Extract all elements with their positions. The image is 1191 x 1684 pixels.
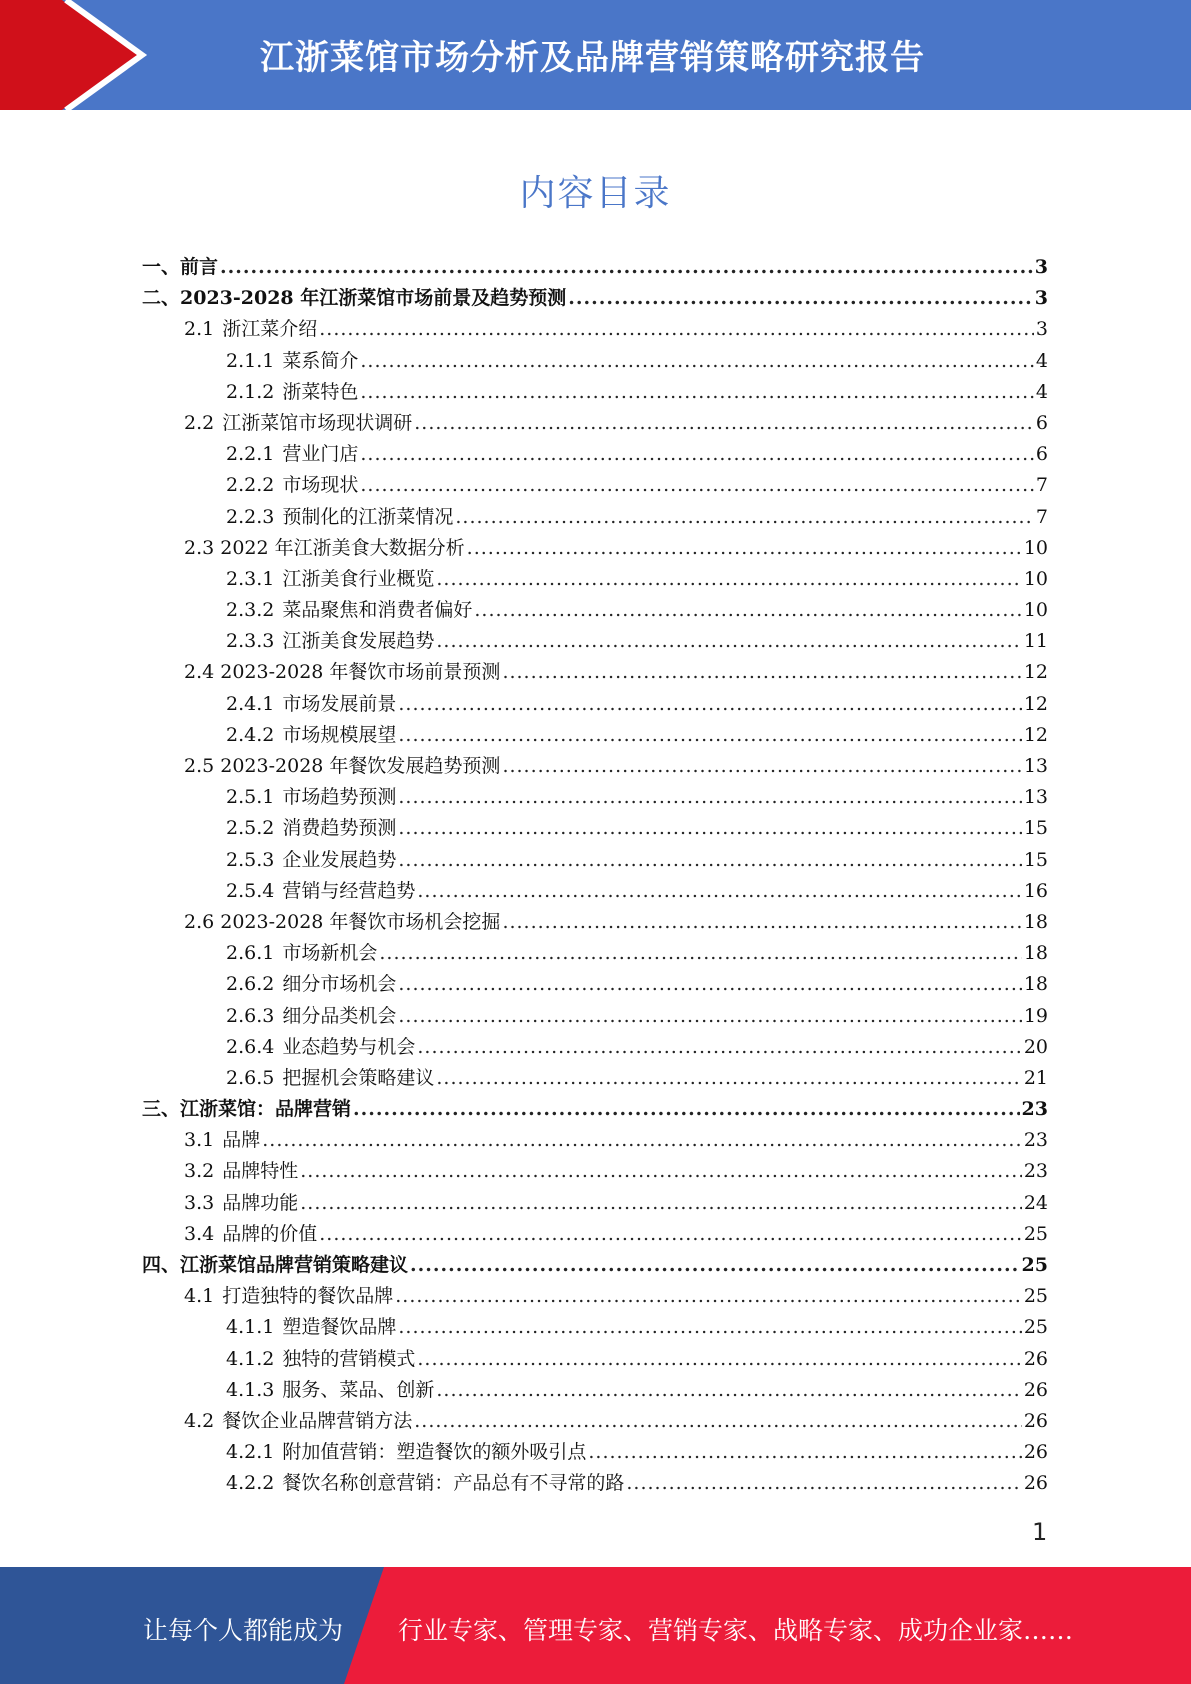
toc-dot-leader: [360, 470, 1034, 501]
report-title: 江浙菜馆市场分析及品牌营销策略研究报告: [260, 38, 925, 78]
toc-entry-page: 10: [1023, 567, 1048, 590]
toc-entry-page: 25: [1023, 1285, 1048, 1308]
toc-dot-leader: [360, 377, 1034, 408]
toc-dot-leader: [300, 1188, 1022, 1219]
footer-slogan-left: 让每个人都能成为: [143, 1616, 344, 1645]
toc-entry-number: 2.1.1: [226, 349, 275, 372]
toc-entry-page: 26: [1023, 1409, 1048, 1432]
toc-entry[interactable]: [142, 1468, 1048, 1499]
toc-entry-page: 26: [1023, 1441, 1048, 1464]
toc-entry-number: 2.3.2: [226, 599, 275, 622]
toc-entry-page: 12: [1023, 723, 1048, 746]
toc-entry[interactable]: [142, 314, 1048, 345]
toc-entry-number: 2.3.1: [226, 567, 275, 590]
toc-dot-leader: [436, 1063, 1021, 1094]
toc-entry-page: 3: [1034, 256, 1048, 278]
toc-entry-number: 2.4.1: [226, 692, 275, 715]
toc-dot-leader: [436, 626, 1021, 657]
toc-entry-number: 2.1: [184, 318, 215, 341]
toc-dot-leader: [319, 314, 1034, 345]
toc-entry[interactable]: [142, 377, 1048, 408]
toc-entry[interactable]: [142, 1437, 1048, 1468]
toc-entry-page: 4: [1035, 380, 1048, 403]
toc-dot-leader: [398, 720, 1021, 751]
toc-dot-leader: [417, 1344, 1021, 1375]
toc-dot-leader: [467, 533, 1022, 564]
toc-entry-title: 浙江菜介绍: [222, 318, 318, 341]
toc-entry-title: 市场发展前景: [282, 692, 397, 715]
toc-entry[interactable]: [142, 1063, 1048, 1094]
toc-entry-page: 3: [1034, 287, 1048, 310]
toc-entry-title: 菜品聚焦和消费者偏好: [282, 599, 473, 622]
toc-entry[interactable]: [142, 564, 1048, 595]
toc-entry-number: 2.5.2: [226, 817, 275, 840]
toc-entry-title: 业态趋势与机会: [282, 1035, 416, 1058]
toc-entry-number: 4.2.2: [226, 1472, 275, 1495]
toc-entry-number: 3.4: [184, 1222, 215, 1245]
header-arrow-decoration: [0, 0, 160, 110]
footer-slogan-right: 行业专家、管理专家、营销专家、战略专家、成功企业家……: [398, 1616, 1074, 1645]
toc-entry[interactable]: [142, 626, 1048, 657]
toc-dot-leader: [262, 1125, 1022, 1156]
toc-entry-title: 餐饮名称创意营销：产品总有不寻常的路: [282, 1472, 625, 1495]
toc-entry-title: 江浙美食行业概览: [282, 567, 435, 590]
toc-entry[interactable]: [142, 1312, 1048, 1343]
toc-entry[interactable]: [142, 1188, 1048, 1219]
toc-entry-number: 2.5.4: [226, 879, 275, 902]
toc-entry[interactable]: [142, 346, 1048, 377]
toc-entry-title: 营业门店: [282, 443, 359, 466]
toc-entry-page: 23: [1023, 1129, 1048, 1152]
toc-entry-title: 四、江浙菜馆品牌营销策略建议: [142, 1254, 409, 1276]
toc-entry-title: 市场新机会: [282, 942, 378, 965]
toc-entry-page: 6: [1035, 411, 1048, 434]
toc-entry-title: 打造独特的餐饮品牌: [222, 1285, 394, 1308]
toc-entry-number: 4.1.3: [226, 1378, 275, 1401]
toc-entry[interactable]: [142, 1032, 1048, 1063]
toc-dot-leader: [588, 1437, 1021, 1468]
toc-dot-leader: [360, 439, 1034, 470]
toc-entry-page: 24: [1023, 1191, 1048, 1214]
toc-entry-title: 品牌: [222, 1129, 261, 1152]
toc-entry-page: 18: [1023, 942, 1048, 965]
toc-dot-leader: [436, 1375, 1021, 1406]
toc-dot-leader: [398, 1001, 1021, 1032]
toc-dot-leader: [414, 1406, 1022, 1437]
toc-entry-title: 附加值营销：塑造餐饮的额外吸引点: [282, 1441, 587, 1464]
toc-entry[interactable]: [142, 408, 1048, 439]
toc-dot-leader: [300, 1156, 1022, 1187]
toc-entry-page: 21: [1023, 1066, 1048, 1089]
toc-dot-leader: [502, 907, 1021, 938]
toc-entry-page: 10: [1023, 536, 1048, 559]
toc-entry-page: 25: [1023, 1222, 1048, 1245]
toc-entry-number: 2.4.2: [226, 723, 275, 746]
toc-entry-title: 塑造餐饮品牌: [282, 1316, 397, 1339]
toc-entry-number: 3.3: [184, 1191, 215, 1214]
toc-entry[interactable]: [142, 1375, 1048, 1406]
toc-entry-number: 2.2.2: [226, 474, 275, 497]
toc-entry-page: 13: [1023, 786, 1048, 809]
toc-entry-number: 2.6.4: [226, 1035, 275, 1058]
toc-entry-title: 细分市场机会: [282, 973, 397, 996]
toc-entry[interactable]: [142, 502, 1048, 533]
toc-dot-leader: [360, 346, 1034, 377]
toc-dot-leader: [455, 502, 1034, 533]
toc-entry-title: 品牌特性: [222, 1160, 299, 1183]
toc-entry-number: 2.5.1: [226, 786, 275, 809]
toc-entry-title: 二、2023-2028 年江浙菜馆市场前景及趋势预测: [142, 287, 567, 310]
toc-entry[interactable]: [142, 751, 1048, 782]
toc-dot-leader: [417, 876, 1021, 907]
toc-entry-number: 4.2.1: [226, 1441, 275, 1464]
toc-entry-title: 餐饮企业品牌营销方法: [222, 1409, 413, 1432]
toc-dot-leader: [502, 657, 1021, 688]
toc-entry-number: 2.6.2: [226, 973, 275, 996]
toc-entry[interactable]: [142, 782, 1048, 813]
toc-entry[interactable]: [142, 1125, 1048, 1156]
toc-entry[interactable]: [142, 876, 1048, 907]
toc-entry[interactable]: [142, 813, 1048, 844]
toc-dot-leader: [379, 938, 1021, 969]
toc-entry-page: 16: [1023, 879, 1048, 902]
toc-entry-number: 2.6.5: [226, 1066, 275, 1089]
toc-entry-page: 18: [1023, 910, 1048, 933]
toc-entry-number: 3.1: [184, 1129, 215, 1152]
toc-entry-title: 浙菜特色: [282, 380, 359, 403]
toc-dot-leader: [410, 1250, 1020, 1281]
toc-entry-title: 预制化的江浙菜情况: [282, 505, 454, 528]
toc-entry[interactable]: [142, 1344, 1048, 1375]
toc-entry-title: 服务、菜品、创新: [282, 1378, 435, 1401]
toc-entry-page: 13: [1023, 755, 1048, 777]
toc-entry-page: 3: [1035, 318, 1048, 341]
toc-dot-leader: [502, 751, 1021, 782]
toc-dot-leader: [220, 252, 1033, 283]
toc-entry-page: 6: [1035, 443, 1048, 466]
toc-entry-number: 4.1: [184, 1285, 215, 1308]
toc-entry-title: 江浙菜馆市场现状调研: [222, 411, 413, 434]
toc-entry-page: 18: [1023, 973, 1048, 996]
toc-entry[interactable]: [142, 938, 1048, 969]
toc-entry-page: 26: [1023, 1472, 1048, 1495]
toc-entry-number: 2.2: [184, 411, 215, 434]
toc-heading: 内容目录: [519, 173, 672, 214]
toc-entry[interactable]: [142, 689, 1048, 720]
toc-entry[interactable]: [142, 595, 1048, 626]
toc-entry-page: 11: [1023, 630, 1048, 653]
toc-entry-page: 10: [1023, 599, 1048, 622]
toc-entry[interactable]: [142, 845, 1048, 876]
toc-entry-number: 2.5.3: [226, 848, 275, 871]
toc-entry[interactable]: [142, 1219, 1048, 1250]
toc-entry[interactable]: [142, 720, 1048, 751]
footer-banner: [0, 1567, 1191, 1684]
toc-entry-number: 4.2: [184, 1409, 215, 1432]
toc-dot-leader: [474, 595, 1021, 626]
toc-dot-leader: [398, 845, 1021, 876]
toc-entry-page: 15: [1023, 817, 1048, 840]
toc-entry-page: 4: [1035, 349, 1048, 372]
page-number: 1: [1032, 1518, 1048, 1546]
toc-dot-leader: [398, 813, 1021, 844]
toc-entry-page: 23: [1023, 1160, 1048, 1183]
toc-entry-number: 2.3.3: [226, 630, 275, 653]
toc-entry[interactable]: [142, 1250, 1048, 1281]
toc-entry-title: 细分品类机会: [282, 1004, 397, 1027]
toc-entry-title: 消费趋势预测: [282, 817, 397, 840]
toc-entry-number: 2.6.1: [226, 942, 275, 965]
toc-entry[interactable]: [142, 439, 1048, 470]
toc-dot-leader: [436, 564, 1021, 595]
toc-entry[interactable]: [142, 969, 1048, 1000]
toc-dot-leader: [398, 1312, 1021, 1343]
toc-entry-number: 4.1.1: [226, 1316, 275, 1339]
toc-dot-leader: [395, 1281, 1022, 1312]
toc-entry[interactable]: [142, 533, 1048, 564]
toc-entry-page: 23: [1021, 1098, 1048, 1121]
toc-dot-leader: [626, 1468, 1021, 1499]
toc-entry-title: 2.4 2023-2028 年餐饮市场前景预测: [184, 661, 501, 684]
toc-dot-leader: [398, 969, 1021, 1000]
toc-entry-title: 把握机会策略建议: [282, 1066, 435, 1089]
header-banner: [0, 0, 1191, 110]
toc-entry-page: 19: [1023, 1004, 1048, 1027]
toc-entry-title: 市场现状: [282, 474, 359, 497]
toc-entry-title: 市场趋势预测: [282, 786, 397, 809]
toc-entry-title: 2.6 2023-2028 年餐饮市场机会挖掘: [184, 910, 501, 933]
toc-entry-title: 一、前言: [142, 256, 219, 278]
toc-entry-page: 26: [1023, 1347, 1048, 1370]
toc-entry-title: 2.5 2023-2028 年餐饮发展趋势预测: [184, 755, 501, 777]
toc-entry-title: 江浙美食发展趋势: [282, 630, 435, 653]
toc-entry-page: 15: [1023, 848, 1048, 871]
toc-entry[interactable]: [142, 657, 1048, 688]
toc-entry[interactable]: [142, 1281, 1048, 1312]
toc-entry-page: 7: [1035, 474, 1048, 497]
toc-entry-title: 营销与经营趋势: [282, 879, 416, 902]
toc-entry-title: 市场规模展望: [282, 723, 397, 746]
toc-dot-leader: [414, 408, 1034, 439]
toc-entry-page: 25: [1021, 1254, 1048, 1276]
toc-entry-number: 4.1.2: [226, 1347, 275, 1370]
toc-dot-leader: [568, 283, 1033, 314]
toc-entry-number: 2.2.1: [226, 443, 275, 466]
toc-dot-leader: [353, 1094, 1020, 1125]
toc-dot-leader: [319, 1219, 1022, 1250]
toc-entry-number: 3.2: [184, 1160, 215, 1183]
toc-entry[interactable]: [142, 283, 1048, 314]
toc-entry[interactable]: [142, 907, 1048, 938]
toc-entry-title: 2.3 2022 年江浙美食大数据分析: [184, 536, 465, 559]
toc-entry-title: 企业发展趋势: [282, 848, 397, 871]
toc-entry-page: 25: [1023, 1316, 1048, 1339]
toc-entry[interactable]: [142, 252, 1048, 283]
toc-dot-leader: [398, 689, 1021, 720]
toc-entry[interactable]: [142, 1156, 1048, 1187]
toc-entry-page: 26: [1023, 1378, 1048, 1401]
toc-entry-title: 独特的营销模式: [282, 1347, 416, 1370]
toc-entry[interactable]: [142, 1094, 1048, 1125]
toc-entry-title: 品牌功能: [222, 1191, 299, 1214]
table-of-contents: [142, 252, 1048, 1500]
toc-entry-page: 7: [1035, 505, 1048, 528]
toc-entry-title: 菜系简介: [282, 349, 359, 372]
toc-entry-page: 12: [1023, 692, 1048, 715]
toc-entry[interactable]: [142, 1406, 1048, 1437]
toc-entry[interactable]: [142, 470, 1048, 501]
toc-dot-leader: [398, 782, 1021, 813]
toc-entry-number: 2.1.2: [226, 380, 275, 403]
toc-dot-leader: [417, 1032, 1021, 1063]
toc-entry-page: 20: [1023, 1035, 1048, 1058]
toc-entry-title: 三、江浙菜馆：品牌营销: [142, 1098, 352, 1121]
toc-entry-number: 2.2.3: [226, 505, 275, 528]
toc-entry-title: 品牌的价值: [222, 1222, 318, 1245]
toc-entry-page: 12: [1023, 661, 1048, 684]
toc-entry-number: 2.6.3: [226, 1004, 275, 1027]
toc-entry[interactable]: [142, 1001, 1048, 1032]
